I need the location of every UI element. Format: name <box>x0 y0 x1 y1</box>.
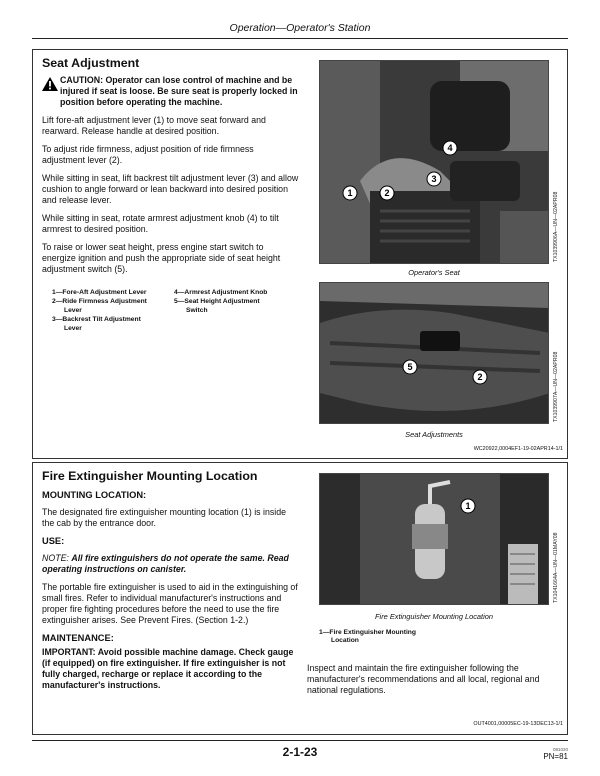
footer-rule <box>32 740 568 741</box>
photo-caption: Operator's Seat <box>408 268 460 277</box>
photo-caption: Seat Adjustments <box>405 430 463 439</box>
legend-item: 4—Armrest Adjustment Knob <box>174 289 268 296</box>
legend-item: 2—Ride Firmness Adjustment <box>52 298 147 305</box>
legend-item: Lever <box>64 307 82 314</box>
seat-adjustment-section <box>32 49 568 459</box>
pn-label: PN=81 <box>543 752 568 761</box>
svg-text:5: 5 <box>407 362 413 372</box>
paragraph: While sitting in seat, lift backrest tilt adjustment lever (3) and allow cushion to angle forward or lean backward into desired position and release lever. <box>42 173 299 205</box>
page-pn <box>543 747 568 761</box>
footer-tiny-code: 081020 <box>552 747 568 752</box>
paragraph: The designated fire extinguisher mounting location (1) is inside the cab by the entrance door. <box>42 507 287 528</box>
photo-code: TX1039907A—UN—02APR08 <box>553 351 559 422</box>
svg-text:3: 3 <box>431 174 437 184</box>
svg-text:1: 1 <box>347 188 353 198</box>
section-title: Fire Extinguisher Mounting Location <box>42 469 258 483</box>
callout-2b <box>472 369 488 385</box>
page-header: Operation—Operator's Station <box>229 22 371 34</box>
fire-text-column <box>42 469 299 691</box>
paragraph: To raise or lower seat height, press engine start switch to energize ignition and push the appropriate side of seat height adjustment switch (5). <box>42 242 281 274</box>
warning-icon <box>42 77 60 108</box>
caution-block <box>42 75 299 108</box>
callout-1 <box>460 498 476 514</box>
paragraph: While sitting in seat, rotate armrest adjustment knob (4) to tilt armrest to desired position. <box>42 213 279 234</box>
legend-item: Location <box>331 637 359 644</box>
reference-code: OUT4001,00005EC-19-13DEC13-1/1 <box>473 721 563 727</box>
legend-item: 1—Fire Extinguisher Mounting <box>319 629 416 636</box>
photo-caption: Fire Extinguisher Mounting Location <box>375 612 493 621</box>
callout-4 <box>442 140 458 156</box>
photo-code: TX1041664A—UN—01MAY08 <box>553 532 559 603</box>
fire-extinguisher-section <box>32 462 568 735</box>
fire-legend <box>319 629 416 645</box>
legend-item: Switch <box>186 307 208 314</box>
seat-adjustments-photo <box>319 282 549 424</box>
callout-3 <box>426 171 442 187</box>
legend-item: Lever <box>64 325 82 332</box>
page-number: 2-1-23 <box>282 745 318 759</box>
note: NOTE: All fire extinguishers do not operate the same. Read operating instructions on canister. <box>42 553 289 574</box>
paragraph: To adjust ride firmness, adjust position of ride firmness adjustment lever (2). <box>42 144 254 165</box>
legend-item: 5—Seat Height Adjustment <box>174 298 260 305</box>
callout-2 <box>379 185 395 201</box>
legend-item: 1—Fore-Aft Adjustment Lever <box>52 289 147 296</box>
callout-5 <box>402 359 418 375</box>
svg-text:2: 2 <box>477 372 483 382</box>
fire-extinguisher-photo <box>319 473 549 605</box>
svg-text:2: 2 <box>384 188 390 198</box>
photo-code: TX1039906A—UN—02APR08 <box>553 191 559 262</box>
seat-legend <box>42 289 299 334</box>
operators-seat-photo <box>319 60 549 264</box>
important-note: IMPORTANT: Avoid possible machine damage. Check gauge (if equipped) on fire extinguisher. If fire extinguisher is not fully charged, recharge or replace it according to the manufacturer's instructions. <box>42 647 294 690</box>
seat-text-column <box>42 56 299 334</box>
inspect-paragraph: Inspect and maintain the fire extinguisher following the manufacturer's recommendations and all local, regional and national regulations. <box>307 663 540 695</box>
subheading: USE: <box>42 536 65 546</box>
section-title: Seat Adjustment <box>42 56 140 70</box>
svg-text:4: 4 <box>447 143 453 153</box>
paragraph: Lift fore-aft adjustment lever (1) to move seat forward and rearward. Release handle at desired position. <box>42 115 266 136</box>
legend-item: 3—Backrest Tilt Adjustment <box>52 316 141 323</box>
svg-text:1: 1 <box>465 501 471 511</box>
header-rule <box>32 38 568 39</box>
reference-code: WC20922,0004EF1-19-02APR14-1/1 <box>473 446 563 452</box>
subheading: MOUNTING LOCATION: <box>42 490 147 500</box>
caution-text: CAUTION: Operator can lose control of machine and be injured if seat is loose. Be sure seat is properly locked in position before operating the machine. <box>60 75 298 107</box>
callout-1 <box>342 185 358 201</box>
paragraph: The portable fire extinguisher is used to aid in the extinguishing of small fires. Refer to individual manufacturer's instructions and proper fire fighting procedures before the need to use the fire extinguisher arises. See Prevent Fires. (Section 1-2.) <box>42 582 298 625</box>
subheading: MAINTENANCE: <box>42 633 114 643</box>
